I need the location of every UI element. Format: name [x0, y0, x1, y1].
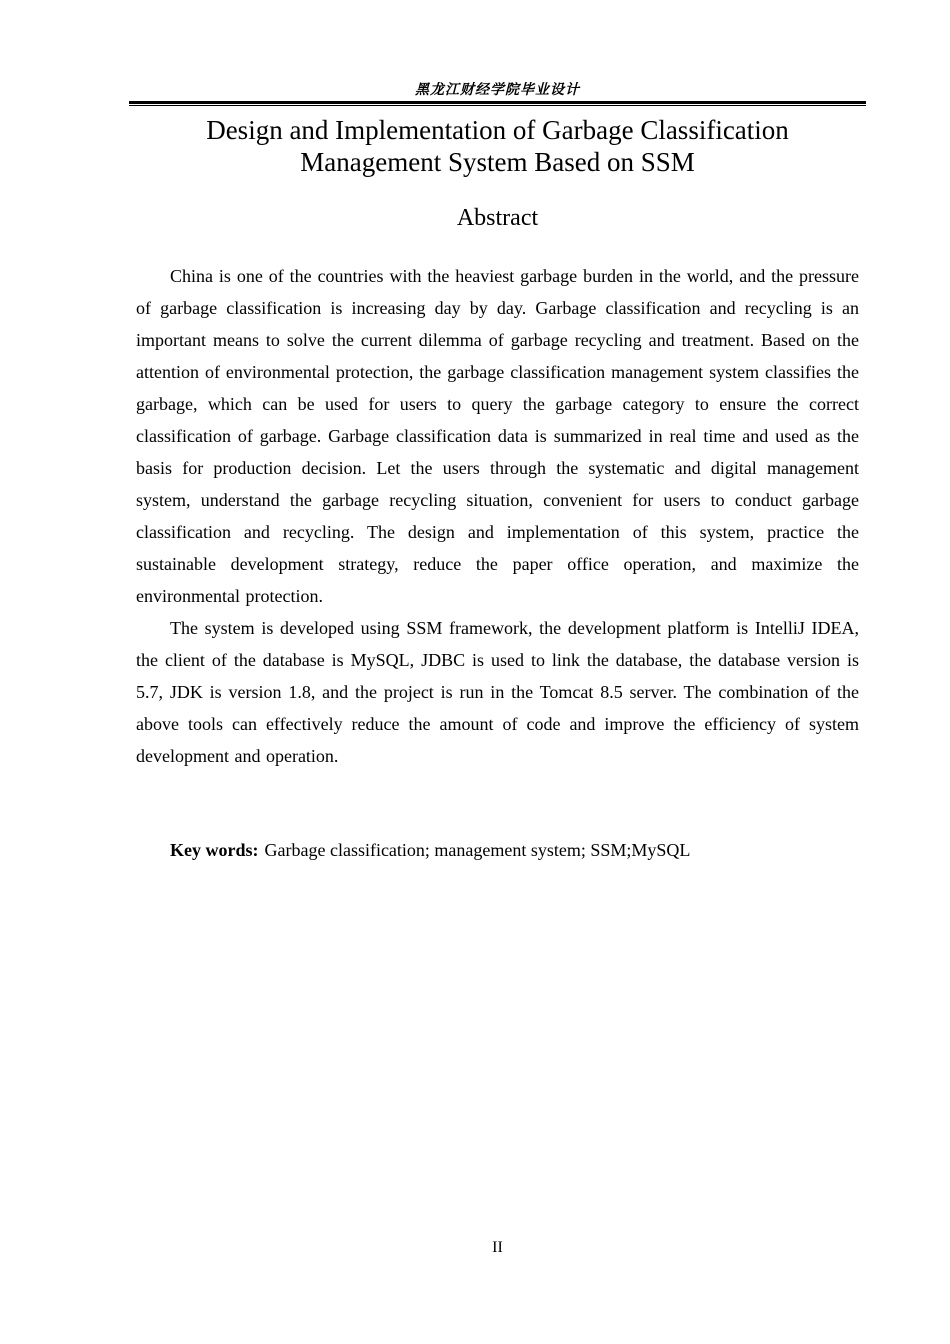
- page-header: 黑龙江财经学院毕业设计: [415, 82, 580, 98]
- abstract-paragraph-2: The system is developed using SSM framework, the development platform is IntelliJ IDEA, the client of the database is MySQL, JDBC is used to link the database, the database version is 5.7, JDK is version 1.8, and the project is run in the Tomcat 8.5 server. The combination of the above tools can effectively reduce the amount of code and improve the efficiency of system development and operation.: [136, 618, 859, 766]
- abstract-body: [136, 260, 859, 772]
- abstract-heading: Abstract: [456, 205, 539, 231]
- keywords-value: Garbage classification; management system; SSM;MySQL: [264, 840, 691, 860]
- keywords: [170, 834, 859, 866]
- header-rule: [129, 101, 866, 106]
- abstract-paragraph-1: China is one of the countries with the heaviest garbage burden in the world, and the pressure of garbage classification is increasing day by day. Garbage classification and recycling is an important means to solve the current dilemma of garbage recycling and treatment. Based on the attention of environmental protection, the garbage classification management system classifies the garbage, which can be used for users to query the garbage category to ensure the correct classification of garbage. Garbage classification data is summarized in real time and used as the basis for production decision. Let the users through the systematic and digital management system, understand the garbage recycling situation, convenient for users to conduct garbage classification and recycling. The design and implementation of this system, practice the sustainable development strategy, reduce the paper office operation, and maximize the environmental protection.: [136, 266, 859, 606]
- page-number: II: [492, 1239, 503, 1256]
- title-line-1: Design and Implementation of Garbage Classification: [206, 115, 789, 145]
- title-line-2: Management System Based on SSM: [300, 147, 695, 177]
- document-title: [136, 114, 859, 178]
- keywords-label: Key words:: [170, 840, 259, 860]
